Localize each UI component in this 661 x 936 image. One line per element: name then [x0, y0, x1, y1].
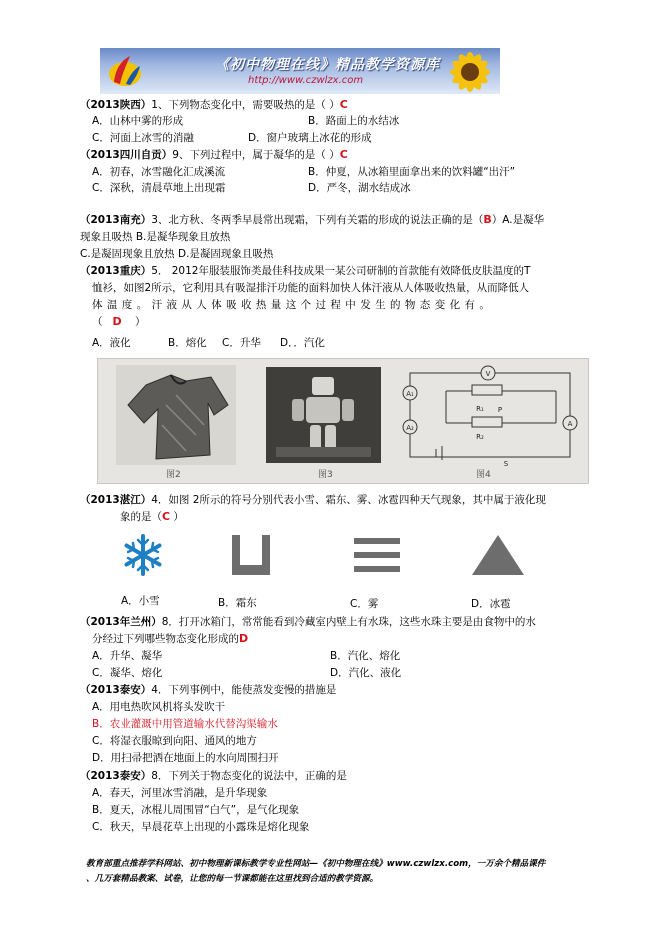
option-b: B．仲夏，从冰箱里面拿出来的饮料罐“出汗”	[308, 166, 516, 178]
question-8	[80, 769, 347, 783]
question-text: ）	[170, 511, 184, 523]
voltmeter-label: V	[485, 370, 491, 378]
figure-caption: 图3	[318, 470, 333, 480]
option-b: B．熔化	[168, 337, 207, 349]
site-logo	[106, 52, 144, 90]
option-b: B．路面上的水结冰	[308, 115, 400, 127]
paren-open: （	[92, 316, 103, 328]
option-a: A．初春，冰雪融化汇成溪流	[92, 166, 226, 178]
question-4-line2: 恤衫，如图2所示，它利用具有吸湿排汗功能的面料加快人体汗液从人体吸收热量，从而降低人	[92, 282, 530, 294]
option-c: C．凝华、熔化	[92, 667, 163, 679]
question-stem: 9、下列过程中，属于凝华的是（ ）	[172, 149, 340, 161]
ammeter-a-label: A	[567, 420, 573, 428]
figure-strip	[97, 358, 589, 484]
question-source: （2013四川自贡）	[80, 149, 173, 161]
option-a: A．液化	[92, 337, 131, 349]
question-stem: 4．下列事例中，能使蒸发变慢的措施是	[151, 684, 337, 696]
option-b: B．夏天，冰棍儿周围冒“白气”，是气化现象	[92, 804, 300, 816]
question-4-line3: 体温度。汗液从人体吸收热量这个过程中发生的物态变化有。	[92, 299, 495, 311]
question-stem: 1、下列物态变化中，需要吸热的是（ ）	[151, 99, 340, 111]
question-3-line3: C.是凝固现象且放热 D.是凝固现象且吸热	[80, 248, 274, 260]
resistor-r2-label: R₂	[476, 433, 484, 441]
footer-line-2: 、几万套精品教案、试卷，让您的每一节课都能在这里找到合适的教学资源。	[86, 874, 379, 884]
question-source: （2013年兰州）	[80, 616, 162, 628]
question-stem-tail: ）A.是凝华	[491, 214, 545, 226]
ammeter-a2-label: A₂	[406, 424, 414, 432]
option-d: D．用扫帚把洒在地面上的水向周围扫开	[92, 752, 279, 764]
question-4-answer-line	[92, 315, 146, 329]
question-stem: 3、北方秋、冬两季早晨常出现霜，下列有关霜的形成的说法正确的是（	[151, 214, 484, 226]
paren-close: ）	[135, 316, 146, 328]
sunflower-icon	[430, 48, 500, 94]
option-c: C．将湿衣服晾到向阳、通风的地方	[92, 735, 257, 747]
figure-caption: 图4	[476, 470, 491, 480]
option-a: A．山林中雾的形成	[92, 115, 184, 127]
answer-mark: B	[483, 213, 492, 226]
symbol-label-d: D．冰雹	[471, 598, 511, 610]
figure-caption: 图2	[166, 470, 181, 480]
question-source: （2013泰安）	[80, 770, 152, 782]
question-source: （2013陕西）	[80, 99, 152, 111]
slider-p-label: P	[497, 406, 503, 414]
question-source: （2013泰安）	[80, 684, 152, 696]
question-text: 分经过下列哪些物态变化形成的	[92, 633, 239, 645]
question-7	[80, 683, 336, 697]
fog-icon	[352, 536, 402, 574]
question-source: （2013湛江）	[80, 494, 152, 506]
option-b-correct: B．农业灌溉中用管道输水代替沟渠输水	[92, 718, 278, 730]
question-stem: 8．打开冰箱门，常常能看到冷藏室内壁上有水珠，这些水珠主要是由食物中的水	[161, 616, 536, 628]
option-c: C．河面上冰雪的消融	[92, 132, 194, 144]
option-c: C．秋天，早晨花草上出现的小露珠是熔化现象	[92, 821, 310, 833]
question-2	[80, 148, 348, 162]
answer-mark: C	[339, 98, 348, 111]
question-stem: 4．如图 2所示的符号分别代表小雪、霜东、雾、冰雹四种天气现象，其中属于液化现	[151, 494, 546, 506]
answer-mark: C	[339, 148, 348, 161]
robot-photo	[266, 367, 381, 463]
symbol-label-a: A．小雪	[121, 595, 160, 607]
option-b: B．汽化、熔化	[330, 650, 401, 662]
question-6-line2	[92, 632, 248, 646]
option-d: D．．汽化	[280, 337, 325, 349]
option-a: A．升华、凝华	[92, 650, 163, 662]
footer-line-1: 教育部重点推荐学科网站、初中物理新课标教学专业性网站—《初中物理在线》www.czwlzx.com，一万余个精品课件	[86, 859, 546, 869]
question-5-line2	[120, 510, 184, 524]
question-3-line2: 现象且吸热 B.是凝华现象且放热	[80, 231, 231, 243]
circuit-diagram	[396, 363, 581, 467]
ammeter-a1-label: A₁	[406, 390, 414, 398]
option-c: C．深秋，清晨草地上出现霜	[92, 182, 226, 194]
hail-icon	[470, 533, 526, 577]
question-source: （2013南充）	[80, 214, 152, 226]
answer-mark: C	[162, 510, 171, 523]
question-source: （2013重庆）	[80, 265, 152, 277]
question-4	[80, 264, 530, 278]
symbol-label-b: B．霜东	[218, 597, 257, 609]
option-d: D．严冬，湖水结成冰	[308, 182, 411, 194]
question-stem: 5． 2012年服装服饰类最佳科技成果一某公司研制的首款能有效降低皮肤温度的T	[151, 265, 531, 277]
frost-icon	[228, 533, 274, 577]
option-a: A．用电热吹风机将头发吹干	[92, 701, 226, 713]
snowflake-icon	[120, 532, 166, 578]
switch-s-label: S	[503, 460, 509, 467]
answer-mark: D	[112, 315, 122, 328]
option-d: D．汽化、液化	[330, 667, 402, 679]
question-stem: 8．下列关于物态变化的说法中，正确的是	[151, 770, 347, 782]
question-6	[80, 615, 536, 629]
question-text: 象的是（	[120, 511, 162, 523]
resistor-r1-label: R₁	[476, 405, 484, 413]
banner-title: 《初中物理在线》精品教学资源库	[215, 57, 440, 73]
question-1	[80, 98, 348, 112]
tshirt-photo	[116, 365, 236, 465]
question-5	[80, 493, 546, 507]
symbol-label-c: C．雾	[350, 598, 379, 610]
banner-url[interactable]: http://www.czwlzx.com	[248, 75, 364, 86]
header-banner	[100, 48, 500, 94]
option-c: C．升华	[222, 337, 261, 349]
option-a: A．春天，河里冰雪消融，是升华现象	[92, 787, 268, 799]
question-3	[80, 213, 544, 227]
answer-mark: D	[239, 632, 249, 645]
option-d: D．窗户玻璃上冰花的形成	[248, 132, 372, 144]
